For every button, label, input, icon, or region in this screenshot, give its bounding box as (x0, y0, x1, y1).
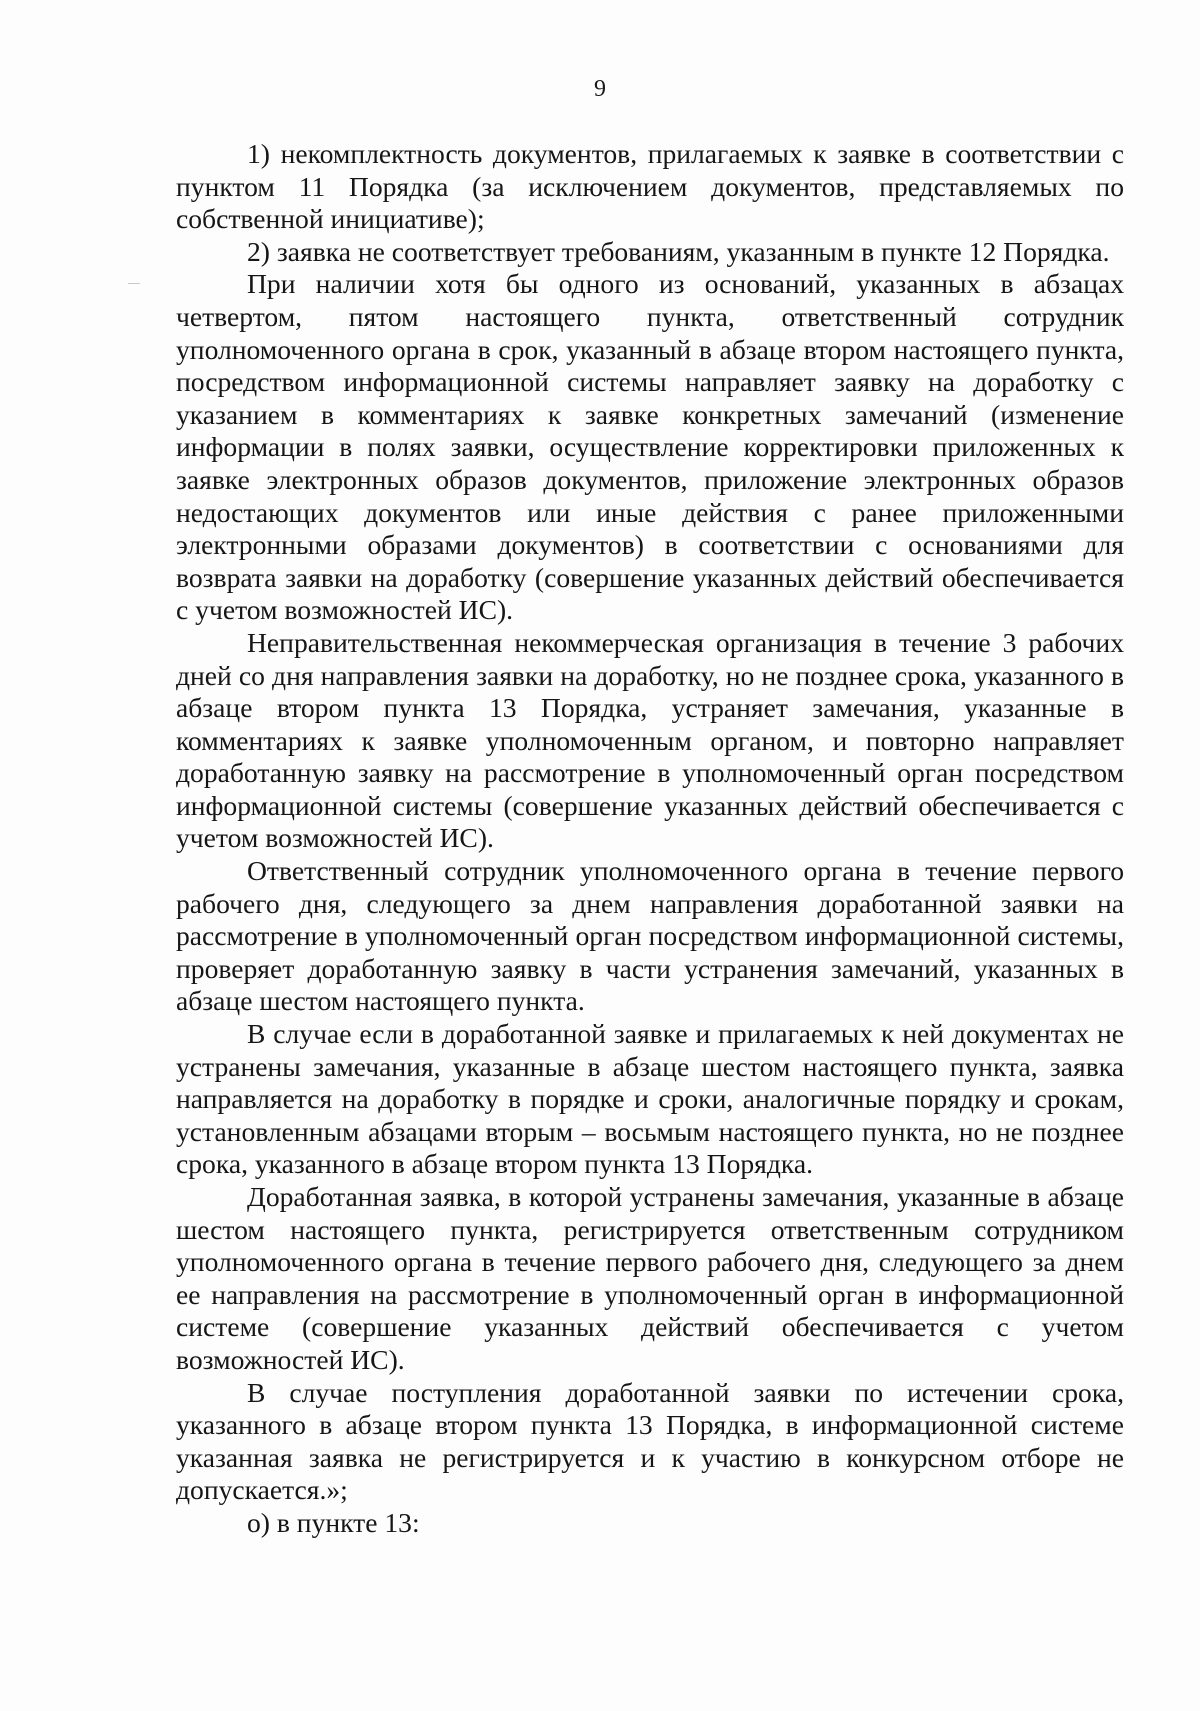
margin-mark (128, 283, 140, 284)
paragraph-repeat-return: В случае если в доработанной заявке и прилагаемых к ней документах не устранены замечания, указанные в абзаце шестом настоящего пункта, заявка направляется на доработку в порядке и сроки, аналогичные порядку и срокам, установленным абзацами вторым – восьмым настоящего пункта, но не позднее срока, указанного в абзаце втором пункта 13 Порядка. (176, 1018, 1124, 1180)
paragraph-officer-review: Ответственный сотрудник уполномоченного органа в течение первого рабочего дня, следующего за днем направления доработанной заявки на рассмотрение в уполномоченный орган посредством информационной системы, проверяет доработанную заявку в части устранения замечаний, указанных в абзаце шестом настоящего пункта. (176, 855, 1124, 1017)
paragraph-item-2: 2) заявка не соответствует требованиям, указанным в пункте 12 Порядка. (247, 235, 1110, 267)
paragraph-registration: Доработанная заявка, в которой устранены замечания, указанные в абзаце шестом настоящего пункта, регистрируется ответственным сотрудником уполномоченного органа в течение первого рабочего дня, следующего за днем ее направления на рассмотрение в уполномоченный орган в информационной системе (совершение указанных действий обеспечивается с учетом возможностей ИС). (176, 1181, 1124, 1375)
paragraph-ngo-corrections: Неправительственная некоммерческая организация в течение 3 рабочих дней со дня направления заявки на доработку, но не позднее срока, указанного в абзаце втором пункта 13 Порядка, устраняет замечания, указанные в комментариях к заявке уполномоченным органом, и повторно направляет доработанную заявку на рассмотрение в уполномоченный орган посредством информационной системы (совершение указанных действий обеспечивается с учетом возможностей ИС). (176, 626, 1124, 854)
page-number: 9 (594, 76, 606, 102)
paragraph-return-grounds: При наличии хотя бы одного из оснований, указанных в абзацах четвертом, пятом настоящего пункта, ответственный сотрудник уполномоченного органа в срок, указанный в абзаце втором настоящего пункта, посредством информационной системы направляет заявку на доработку с указанием в комментариях к заявке конкретных замечаний (изменение информации в полях заявки, осуществление корректировки приложенных к заявке электронных образов документов, приложение электронных образов недостающих документов или иные действия с ранее приложенными электронными образами документов) в соответствии с основаниями для возврата заявки на доработку (совершение указанных действий обеспечивается с учетом возможностей ИС). (176, 268, 1124, 626)
paragraph-item-1: 1) некомплектность документов, прилагаемых к заявке в соответствии с пунктом 11 Порядка (за исключением документов, представляемых по собственной инициативе); (176, 138, 1124, 235)
paragraph-late-submission: В случае поступления доработанной заявки по истечении срока, указанного в абзаце втором пункта 13 Порядка, в информационной системе указанная заявка не регистрируется и к участию в конкурсном отборе не допускается.»; (176, 1376, 1124, 1506)
paragraph-subitem-o: о) в пункте 13: (247, 1506, 420, 1538)
document-body (176, 138, 1124, 1540)
